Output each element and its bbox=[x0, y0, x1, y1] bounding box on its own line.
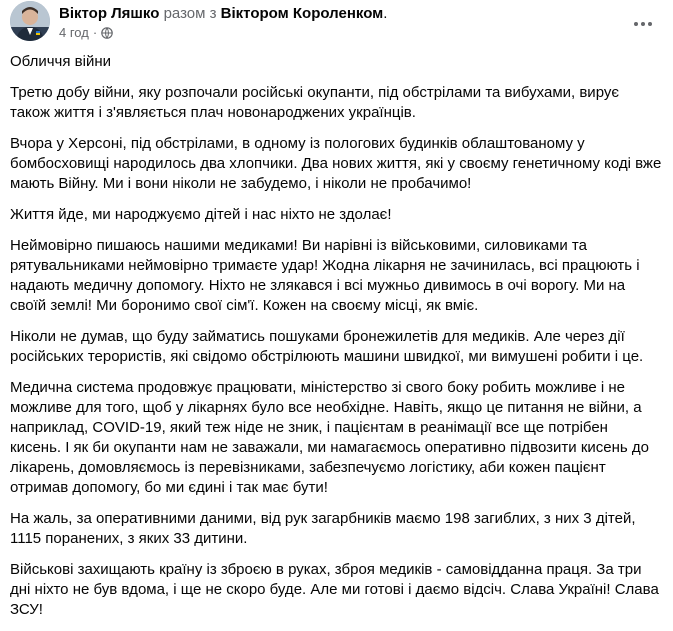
post-paragraph: Обличчя війни bbox=[10, 53, 111, 70]
post-paragraph: На жаль, за оперативними даними, від рук загарбників маємо 198 загиблих, з них 3 дітей, 1115 поранених, з яких 33 дитини. bbox=[10, 510, 636, 547]
post-paragraph: Медична система продовжує працювати, міністерство зі свого боку робить можливе і не можливе для того, щоб у лікарнях було все необхідне. Навіть, якщо це питання не війни, а наприклад, COVID-19, який теж ніде не зник, і пацієнтам в реанімації все ще потрібен кисень. І як би окупанти нам не заважали, ми намагаємось оперативно підвозити кисень до лікарень, домовляємось із перевізниками, забезпечуємо логістику, аби кожен пацієнт отримав допомогу, бо ми єдині і так має бути! bbox=[10, 379, 649, 496]
post-paragraph: Життя йде, ми народжуємо дітей і нас ніхто не здолає! bbox=[10, 206, 392, 223]
post-paragraph: Ніколи не думав, що буду займатись пошуками бронежилетів для медиків. Але через дії російських терористів, які свідомо обстрілюють машини швидкої, ми вимушені робити і це. bbox=[10, 328, 644, 365]
author-period: . bbox=[383, 5, 388, 22]
avatar[interactable] bbox=[10, 1, 50, 41]
more-horizontal-icon bbox=[633, 14, 653, 32]
with-text: разом з bbox=[159, 5, 221, 22]
more-options-button[interactable] bbox=[627, 7, 659, 39]
globe-icon bbox=[101, 27, 113, 39]
author-line bbox=[59, 5, 387, 23]
avatar-image bbox=[10, 1, 50, 41]
tagged-person[interactable]: Віктором Короленком bbox=[220, 5, 384, 22]
post-header bbox=[10, 1, 663, 45]
post-time[interactable]: 4 год bbox=[59, 25, 89, 40]
post-paragraph: Вчора у Херсоні, під обстрілами, в одному із пологових будинків облаштованому у бомбосховищі народилось два хлопчики. Два нових життя, які у своєму генетичному коді вже мають Війну. Ми і вони ніколи не забудемо, і ніколи не пробачимо! bbox=[10, 135, 662, 192]
post-paragraph: Неймовірно пишаюсь нашими медиками! Ви нарівні із військовими, силовиками та рятувальниками неймовірно тримаєте удар! Жодна лікарня не зачинилась, всі працюють і надають медичну допомогу. Ніхто не злякався і всі мужньо дивимось в очі ворогу. Ми на своїй землі! Ми боронимо свої сім'ї. Кожен на своєму місці, як вміє. bbox=[10, 237, 640, 314]
post-paragraph: Військові захищають країну із зброєю в руках, зброя медиків - самовідданна праця. За три дні ніхто не був вдома, і ще не скоро буде. Але ми готові і даємо відсіч. Слава Україні! Слава ЗСУ! bbox=[10, 561, 659, 618]
author-name[interactable]: Віктор Ляшко bbox=[59, 5, 160, 22]
post-text bbox=[10, 52, 663, 631]
post-paragraph: Третю добу війни, яку розпочали російські окупанти, під обстрілами та вибухами, вирує також життя і з'являється плач новонароджених українців. bbox=[10, 84, 620, 121]
meta-separator: · bbox=[92, 25, 98, 40]
post-meta bbox=[59, 25, 113, 41]
